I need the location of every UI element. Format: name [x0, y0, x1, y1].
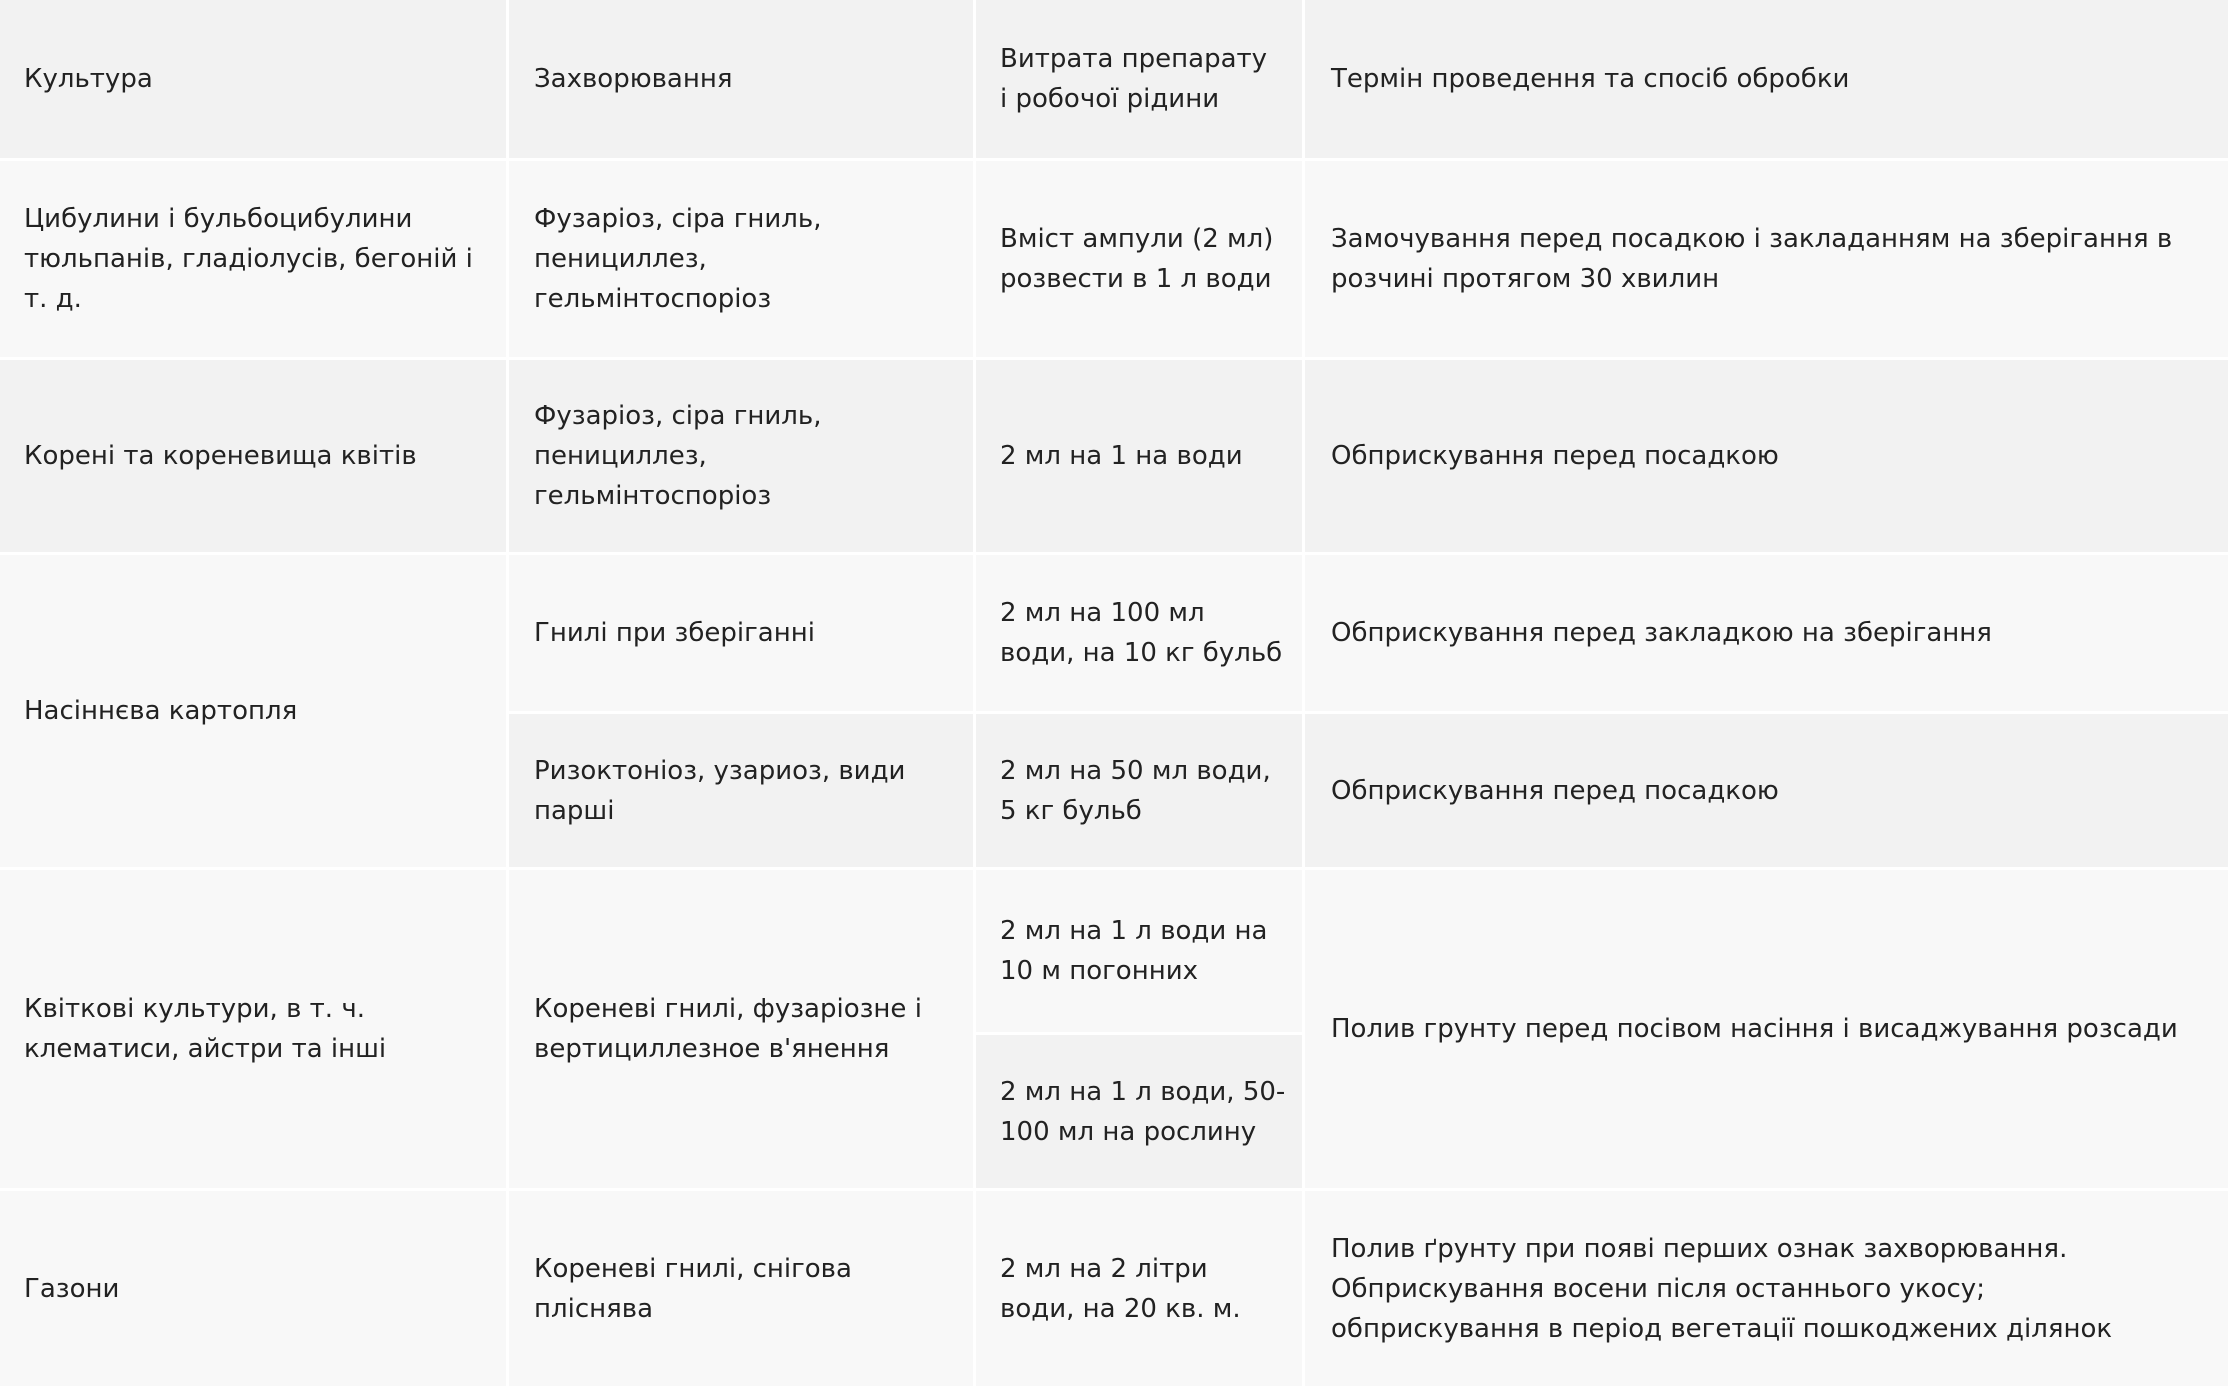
row-1-method: Замочування перед посадкою і закладанням на зберігання в розчині протягом 30 хвилин: [1305, 161, 2228, 357]
row-5-method: Полив ґрунту при появі перших ознак захворювання. Обприскування восени після останнього укосу; обприскування в період вегетації пошкоджених ділянок: [1305, 1191, 2228, 1386]
row-1-dose: Вміст ампули (2 мл) розвести в 1 л води: [976, 161, 1302, 357]
header-culture: Культура: [0, 0, 506, 158]
row-3-culture: Насіннєва картопля: [0, 555, 506, 867]
row-3a-dose: 2 мл на 100 мл води, на 10 кг бульб: [976, 555, 1302, 711]
header-method: Термін проведення та спосіб обробки: [1305, 0, 2228, 158]
header-disease: Захворювання: [509, 0, 973, 158]
row-2-dose: 2 мл на 1 на води: [976, 360, 1302, 552]
row-5-disease: Кореневі гнилі, снігова пліснява: [509, 1191, 973, 1386]
row-3b-disease: Ризоктоніоз, узариоз, види парші: [509, 714, 973, 867]
row-2-disease: Фузаріоз, сіра гниль, пенициллез, гельмінтоспоріоз: [509, 360, 973, 552]
row-3b-dose: 2 мл на 50 мл води, 5 кг бульб: [976, 714, 1302, 867]
row-5-dose: 2 мл на 2 літри води, на 20 кв. м.: [976, 1191, 1302, 1386]
header-dose: Витрата препарату і робочої рідини: [976, 0, 1302, 158]
row-4-disease: Кореневі гнилі, фузаріозне і вертициллезное в'янення: [509, 870, 973, 1188]
row-5-culture: Газони: [0, 1191, 506, 1386]
row-4b-dose: 2 мл на 1 л води, 50- 100 мл на рослину: [976, 1035, 1302, 1188]
row-1-disease: Фузаріоз, сіра гниль, пенициллез, гельмінтоспоріоз: [509, 161, 973, 357]
row-4-culture: Квіткові культури, в т. ч. клематиси, айстри та інші: [0, 870, 506, 1188]
row-2-method: Обприскування перед посадкою: [1305, 360, 2228, 552]
row-4a-dose: 2 мл на 1 л води на 10 м погонних: [976, 870, 1302, 1032]
row-1-culture: Цибулини і бульбоцибулини тюльпанів, гладіолусів, бегоній і т. д.: [0, 161, 506, 357]
row-3a-method: Обприскування перед закладкою на зберігання: [1305, 555, 2228, 711]
row-4-method: Полив грунту перед посівом насіння і висаджування розсади: [1305, 870, 2228, 1188]
row-3a-disease: Гнилі при зберіганні: [509, 555, 973, 711]
row-3b-method: Обприскування перед посадкою: [1305, 714, 2228, 867]
row-2-culture: Корені та кореневища квітів: [0, 360, 506, 552]
